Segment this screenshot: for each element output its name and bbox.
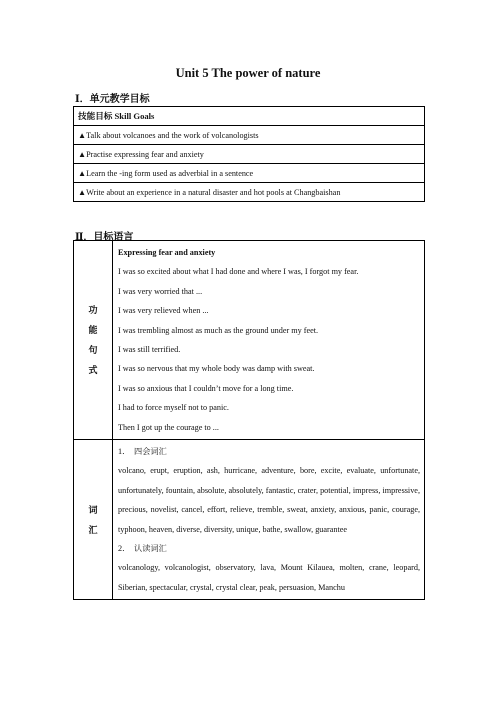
functional-sentence: I was very relieved when ... [118,306,209,316]
section-heading-objectives: Ⅰ．单元教学目标 [75,94,150,105]
side-char: 词 [88,504,98,515]
vocab-group-1-words: volcano, erupt, eruption, ash, hurricane, adventure, bore, excite, evaluate, unfortunate, unfortunately, fountain, absolute, absolutely, fantastic, crater, potential, impress, impressive, precious, novelist, cancel, effort, relieve, tremble, sweat, anxiety, anxious, panic, courage, typhoon, heaven, diverse, diversity, unique, bathe, swallow, guarantee [118,466,420,534]
side-char: 功 [88,304,98,315]
side-char: 汇 [88,524,98,535]
vocab-group-number: 2． [118,543,131,553]
goal-item: ▲Practise expressing fear and anxiety [74,145,425,164]
functional-row [74,241,425,440]
vocab-group-number: 1． [118,446,131,456]
vocab-group-1-heading [118,442,420,461]
page-title: Unit 5 The power of nature [175,66,321,80]
vocabulary-content [113,439,425,599]
target-language-table [73,240,425,600]
functional-side-label [74,241,113,440]
functional-sentence: I was so excited about what I had done and where I was, I forgot my fear. [118,267,359,277]
vocab-group-2-heading [118,539,420,558]
functional-sentence: I was trembling almost as much as the ground under my feet. [118,325,319,335]
goal-item: ▲Talk about volcanoes and the work of volcanologists [74,126,425,145]
functional-sentence: I was so anxious that I couldn’t move for a long time. [118,383,294,393]
functional-heading: Expressing fear and anxiety [118,248,216,257]
section-heading-target-language: Ⅱ．目标语言 [75,232,134,243]
side-char: 式 [88,364,98,375]
skill-goals-label: 技能目标 Skill Goals [74,107,425,126]
side-char: 能 [88,324,98,335]
functional-content [113,241,425,440]
vocabulary-row [74,439,425,599]
goal-item: ▲Write about an experience in a natural disaster and hot pools at Changbaishan [74,183,425,202]
functional-sentence: I had to force myself not to panic. [118,403,229,413]
functional-sentence: Then I got up the courage to ... [118,422,219,432]
goal-item: ▲Learn the -ing form used as adverbial in a sentence [74,164,425,183]
functional-sentence: I was still terrified. [118,344,181,354]
skill-goals-table [73,106,425,202]
functional-sentence: I was very worried that ... [118,286,203,296]
side-char: 句 [88,344,98,355]
vocab-group-2-words: volcanology, volcanologist, observatory, lava, Mount Kilauea, molten, crane, leopard, Siberian, spectacular, crystal, crystal clear, peak, persuasion, Manchu [118,563,420,592]
vocab-group-title: 四会词汇 [134,446,167,456]
functional-sentence: I was so nervous that my whole body was damp with sweat. [118,364,315,374]
vocabulary-side-label [74,439,113,599]
vocab-group-title: 认读词汇 [134,543,167,553]
